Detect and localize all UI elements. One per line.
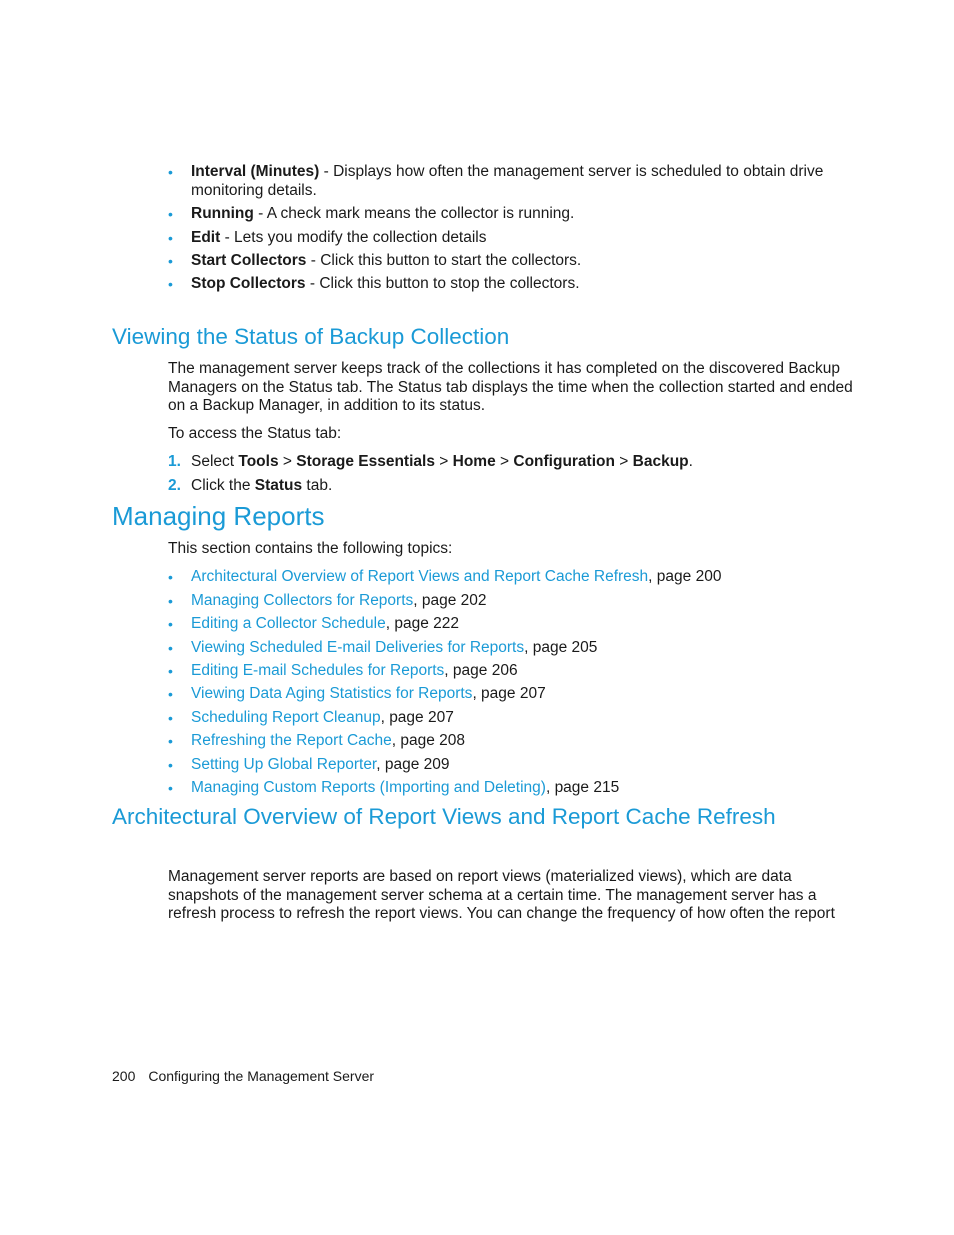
paragraph-line: Management server reports are based on report views (materialized views), which are data [168, 868, 792, 885]
bullet-icon: • [168, 710, 173, 726]
path-separator: > [434, 453, 453, 470]
bullet-icon: • [168, 757, 173, 773]
status-tab-term: Status [254, 477, 303, 494]
page-footer [112, 1068, 374, 1084]
topic-page-ref: , page 215 [545, 779, 620, 796]
step-text: . [688, 453, 693, 470]
paragraph-line: on a Backup Manager, in addition to its status. [168, 397, 486, 414]
bullet-icon: • [168, 230, 173, 246]
path-separator: > [495, 453, 514, 470]
section-paragraph [168, 360, 853, 416]
topics-intro: This section contains the following topics: [168, 540, 453, 557]
bullet-term: Stop Collectors [191, 275, 306, 292]
path-separator: > [614, 453, 633, 470]
bullet-icon: • [168, 780, 173, 796]
step-click-status [191, 477, 332, 496]
bullet-item-stop-collectors [191, 275, 580, 294]
topic-list-item [191, 685, 546, 704]
paragraph-line: refresh process to refresh the report views. You can change the frequency of how often the report [168, 905, 835, 922]
step-text: tab. [302, 477, 333, 494]
topic-link[interactable]: Scheduling Report Cleanup [191, 709, 381, 726]
access-intro: To access the Status tab: [168, 425, 342, 442]
topic-page-ref: , page 208 [391, 732, 466, 749]
topic-page-ref: , page 209 [376, 756, 450, 773]
bullet-icon: • [168, 276, 173, 292]
topic-link[interactable]: Managing Collectors for Reports [191, 592, 414, 609]
topic-page-ref: , page 207 [472, 685, 546, 702]
bullet-text: - Click this button to start the collectors. [306, 252, 582, 269]
step-select-backup [191, 453, 693, 472]
topic-page-ref: , page 222 [385, 615, 459, 632]
bullet-icon: • [168, 206, 173, 222]
menu-path-backup: Backup [632, 453, 689, 470]
topic-page-ref: , page 207 [380, 709, 454, 726]
bullet-text: - Lets you modify the collection details [220, 229, 487, 246]
topic-page-ref: , page 205 [524, 639, 598, 656]
bullet-icon: • [168, 616, 173, 632]
topic-link[interactable]: Setting Up Global Reporter [191, 756, 377, 773]
section-heading-backup-status: Viewing the Status of Backup Collection [112, 324, 510, 349]
bullet-icon: • [168, 593, 173, 609]
step-number: 2. [168, 477, 181, 494]
path-separator: > [278, 453, 297, 470]
section-heading-managing-reports: Managing Reports [112, 501, 325, 531]
topic-page-ref: , page 200 [648, 568, 722, 585]
bullet-icon: • [168, 569, 173, 585]
chapter-title: Configuring the Management Server [148, 1068, 375, 1084]
bullet-item-running [191, 205, 574, 224]
topic-list-item [191, 639, 597, 658]
section-heading-architectural-overview: Architectural Overview of Report Views and Report Cache Refresh [112, 804, 776, 829]
menu-path-tools: Tools [238, 453, 279, 470]
topic-list-item [191, 779, 619, 798]
bullet-term: Running [191, 205, 254, 222]
topic-list-item [191, 592, 487, 611]
topic-page-ref: , page 206 [444, 662, 518, 679]
topic-link[interactable]: Editing a Collector Schedule [191, 615, 386, 632]
topic-link[interactable]: Viewing Data Aging Statistics for Reports [191, 685, 473, 702]
topic-link[interactable]: Viewing Scheduled E-mail Deliveries for Reports [191, 639, 525, 656]
topic-list-item [191, 756, 450, 775]
topic-link[interactable]: Architectural Overview of Report Views and Report Cache Refresh [191, 568, 649, 585]
bullet-icon: • [168, 663, 173, 679]
bullet-item-interval [191, 163, 823, 182]
bullet-text: - A check mark means the collector is running. [253, 205, 575, 222]
menu-path-home: Home [452, 453, 496, 470]
bullet-term: Start Collectors [191, 252, 307, 269]
topic-list-item [191, 662, 518, 681]
topic-link[interactable]: Refreshing the Report Cache [191, 732, 392, 749]
step-text: Click the [191, 477, 255, 494]
bullet-text: - Displays how often the management server is scheduled to obtain drive [319, 163, 824, 180]
topic-list-item [191, 615, 459, 634]
topic-page-ref: , page 202 [413, 592, 487, 609]
page-number: 200 [112, 1068, 136, 1084]
paragraph-line: The management server keeps track of the collections it has completed on the discovered Backup [168, 360, 841, 377]
bullet-icon: • [168, 640, 173, 656]
bullet-term: Interval (Minutes) [191, 163, 320, 180]
bullet-item-edit [191, 229, 487, 248]
bullet-term: Edit [191, 229, 221, 246]
topic-list-item [191, 568, 721, 587]
menu-path-configuration: Configuration [513, 453, 615, 470]
bullet-icon: • [168, 733, 173, 749]
paragraph-line: snapshots of the management server schema at a certain time. The management server has a [168, 886, 817, 904]
topic-list-item [191, 732, 465, 751]
step-number: 1. [168, 453, 181, 470]
paragraph-line: Managers on the Status tab. The Status tab displays the time when the collection started and ended [168, 378, 853, 396]
bullet-icon: • [168, 253, 173, 269]
topic-link[interactable]: Managing Custom Reports (Importing and Deleting) [191, 779, 546, 796]
bullet-item-start-collectors [191, 252, 581, 271]
bullet-icon: • [168, 686, 173, 702]
menu-path-storage-essentials: Storage Essentials [296, 453, 435, 470]
bullet-icon: • [168, 164, 173, 180]
section-paragraph [168, 868, 835, 924]
bullet-text: - Click this button to stop the collectors. [305, 275, 580, 292]
bullet-item-interval-cont: monitoring details. [191, 182, 317, 199]
topic-list-item [191, 709, 454, 728]
topic-link[interactable]: Editing E-mail Schedules for Reports [191, 662, 445, 679]
step-text: Select [191, 453, 239, 470]
